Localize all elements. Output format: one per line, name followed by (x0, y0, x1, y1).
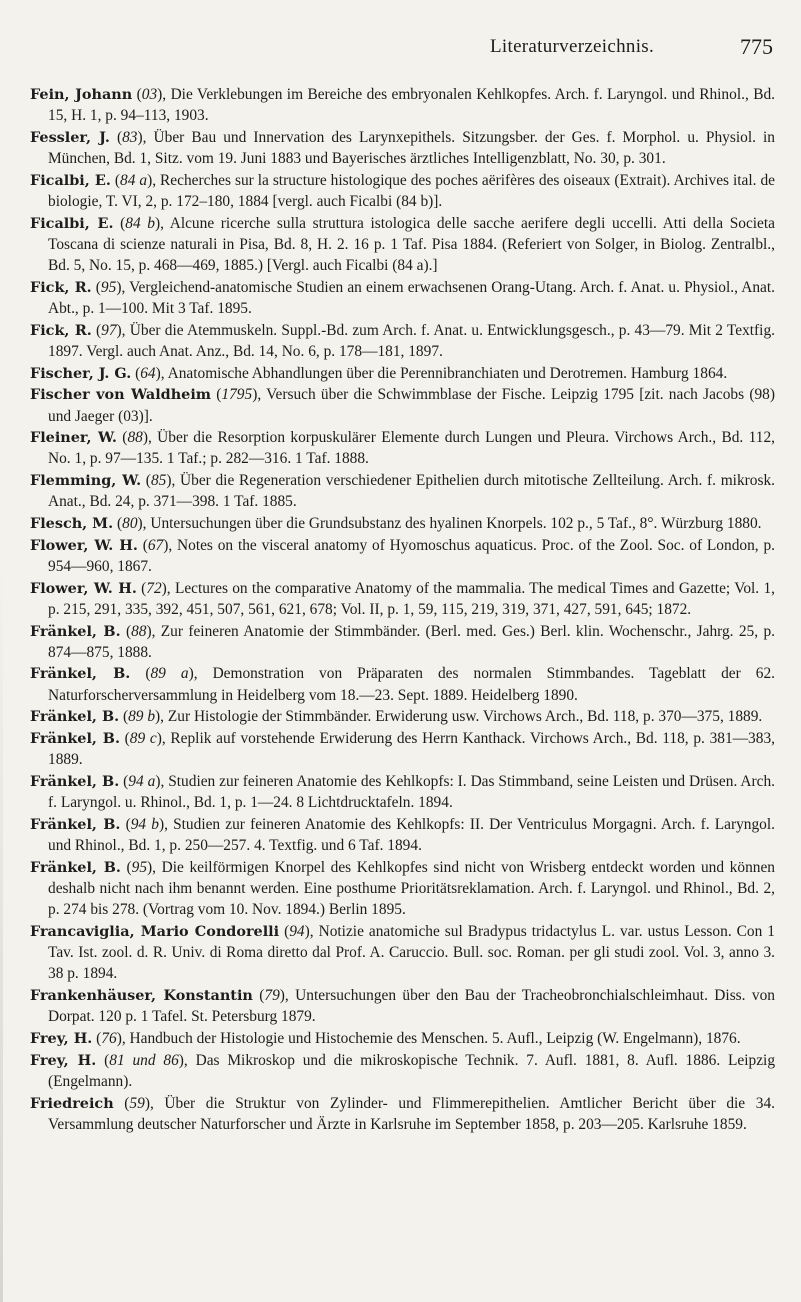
entry-author: Fessler, J. (30, 128, 110, 146)
bibliography-entry: Fränkel, B. (89 b), Zur Histologie der Stimmbänder. Erwiderung usw. Virchows Arch., Bd. 118, p. 370—375, 1889. (30, 708, 763, 726)
bibliography-entry: Fränkel, B. (89 c), Replik auf vorstehende Erwiderung des Herrn Kanthack. Virchows Arch., Bd. 118, p. 381—383, 1889. (30, 730, 775, 769)
bibliography-entry: Fränkel, B. (94 b), Studien zur feineren Anatomie des Kehlkopfs: II. Der Ventriculus Morgagni. Arch. f. Laryngol. und Rhinol., Bd. 1, p. 250—257. 4. Textfig. und 6 Taf. 1894. (30, 815, 775, 855)
entry-text: Studien zur feineren Anatomie des Kehlkopfs: I. Das Stimmband, seine Leisten und Drüsen. Arch. f. Laryngol. u. Rhinol., Bd. 1, p. 1—24. 8 Lichtdrucktafeln. 1894. (48, 773, 775, 812)
entry-author: Fränkel, B. (30, 815, 121, 833)
bibliography-list (30, 84, 775, 1135)
entry-text: Über Bau und Innervation des Larynxepithels. Sitzungsber. der Ges. f. Morphol. u. Physiol. in München, Bd. 1, Sitz. vom 19. Juni 1883 und Bayerisches ärztliches Intelligenzblatt, No. 30, p. 301. (48, 128, 775, 168)
entry-ref-year: 83 (122, 128, 138, 146)
entry-author: Ficalbi, E. (30, 214, 114, 232)
entry-author: Fränkel, B. (30, 773, 120, 790)
entry-ref-year: 1795 (221, 386, 253, 404)
entry-ref-year: 84 b (125, 214, 155, 232)
entry-author: Fränkel, B. (30, 622, 121, 640)
entry-author: Frankenhäuser, Konstantin (30, 987, 253, 1005)
bibliography-entry: Fein, Johann (03), Die Verklebungen im Bereiche des embryonalen Kehlkopfes. Arch. f. Laryngol. und Rhinol., Bd. 15, H. 1, p. 94–113, 1903. (30, 86, 776, 125)
entry-ref-year: 80 (122, 515, 138, 533)
entry-text: Über die Struktur von Zylinder- und Flimmerepithelien. Amtlicher Bericht über die 34. Versammlung deutscher Naturforscher und Ärzte in Karlsruhe im September 1858, p. 203—205. Karlsruhe 1859. (48, 1094, 775, 1133)
page-number: 775 (740, 34, 773, 59)
entry-author: Fränkel, B. (30, 665, 131, 683)
entry-text: Studien zur feineren Anatomie des Kehlkopfs: II. Der Ventriculus Morgagni. Arch. f. Laryngol. und Rhinol., Bd. 1, p. 250—257. 4. Textfig. und 6 Taf. 1894. (48, 815, 775, 855)
entry-author: Ficalbi, E. (30, 171, 111, 189)
entry-author: Francaviglia, Mario Condorelli (30, 922, 280, 940)
entry-author: Fick, R. (30, 321, 92, 339)
bibliography-entry: Fränkel, B. (94 a), Studien zur feineren Anatomie des Kehlkopfs: I. Das Stimmband, seine Leisten und Drüsen. Arch. f. Laryngol. u. Rhinol., Bd. 1, p. 1—24. 8 Lichtdrucktafeln. 1894. (30, 773, 775, 812)
bibliography-entry: Fränkel, B. (89 a), Demonstration von Präparaten des normalen Stimmbandes. Tageblatt der 62. Naturforscherversammlung in Heidelberg vom 18.—23. Sept. 1889. Heidelberg 1890. (30, 665, 775, 704)
entry-ref-year: 88 (127, 429, 143, 447)
bibliography-entry: Ficalbi, E. (84 a), Recherches sur la structure histologique des poches aërifères des oiseaux (Extrait). Archives ital. de biologie, T. VI, 2, p. 172–180, 1884 [vergl. auch Ficalbi (84 b)]. (30, 171, 776, 211)
entry-author: Flower, W. H. (30, 579, 137, 597)
entry-ref-year: 67 (147, 536, 164, 554)
entry-ref-year: 89 c (129, 730, 157, 748)
bibliography-entry: Friedreich (59), Über die Struktur von Zylinder- und Flimmerepithelien. Amtlicher Bericht über die 34. Versammlung deutscher Naturforscher und Ärzte in Karlsruhe im September 1858, p. 203—205. Karlsruhe 1859. (30, 1094, 775, 1133)
entry-author: Flower, W. H. (30, 536, 138, 554)
entry-ref-year: 79 (264, 987, 280, 1005)
bibliography-entry: Fick, R. (95), Vergleichend-anatomische Studien an einem erwachsenen Orang-Utang. Arch. f. Anat. u. Physiol., Anat. Abt., p. 1—100. Mit 3 Taf. 1895. (30, 278, 775, 318)
entry-author: Fränkel, B. (30, 730, 120, 748)
entry-author: Fränkel, B. (30, 858, 121, 876)
bibliography-entry: Fischer von Waldheim (1795), Versuch über die Schwimmblase der Fische. Leipzig 1795 [zit. nach Jacobs (98) und Jaeger (03)]. (30, 386, 775, 425)
bibliography-entry: Fränkel, B. (88), Zur feineren Anatomie der Stimmbänder. (Berl. med. Ges.) Berl. klin. Wochenschr., Jahrg. 25, p. 874—875, 1888. (30, 622, 775, 661)
entry-ref-year: 76 (101, 1029, 117, 1047)
bibliography-entry: Flower, W. H. (67), Notes on the visceral anatomy of Hyomoschus aquaticus. Proc. of the Zool. Soc. of London, p. 954—960, 1867. (30, 536, 775, 575)
entry-ref-year: 88 (131, 622, 147, 640)
entry-ref-year: 59 (129, 1094, 145, 1112)
entry-ref-year: 94 (289, 922, 305, 940)
running-title: Literaturverzeichnis. (490, 36, 655, 57)
entry-text: Über die Resorption korpuskulärer Elemente durch Lungen und Pleura. Virchows Arch., Bd. 112, No. 1, p. 97—135. 1 Taf.; p. 282—316. 1 Taf. 1888. (48, 429, 775, 468)
entry-ref-year: 95 (131, 858, 148, 876)
entry-text: Versuch über die Schwimmblase der Fische. Leipzig 1795 [zit. nach Jacobs (98) und Jaeger (03)]. (48, 386, 775, 425)
entry-ref-year: 72 (146, 579, 162, 597)
entry-ref-year: 97 (101, 321, 117, 339)
entry-text: Notes on the visceral anatomy of Hyomoschus aquaticus. Proc. of the Zool. Soc. of London, p. 954—960, 1867. (48, 536, 775, 575)
entry-text: Notizie anatomiche sul Bradypus tridactylus L. var. ustus Lesson. Con 1 Tav. Ist. zool. d. R. Univ. di Roma diretto dal Prof. A. Caruccio. Bull. soc. Roman. per gli studi zool. Vol. 3, anno 3. 38 p. 1894. (48, 922, 775, 983)
scan-edge-shadow (0, 560, 3, 1302)
entry-author: Fein, Johann (30, 86, 133, 103)
bibliography-entry: Francaviglia, Mario Condorelli (94), Notizie anatomiche sul Bradypus tridactylus L. var. ustus Lesson. Con 1 Tav. Ist. zool. d. R. Univ. di Roma diretto dal Prof. A. Caruccio. Bull. soc. Roman. per gli studi zool. Vol. 3, anno 3. 38 p. 1894. (30, 922, 775, 983)
entry-author: Frey, H. (30, 1051, 97, 1069)
bibliography-entry: Flemming, W. (85), Über die Regeneration verschiedener Epithelien durch mitotische Zellteilung. Arch. f. mikrosk. Anat., Bd. 24, p. 371—398. 1 Taf. 1885. (30, 472, 775, 511)
entry-author: Friedreich (30, 1094, 114, 1112)
bibliography-entry: Fessler, J. (83), Über Bau und Innervation des Larynxepithels. Sitzungsber. der Ges. f. Morphol. u. Physiol. in München, Bd. 1, Sitz. vom 19. Juni 1883 und Bayerisches ärztliches Intelligenzblatt, No. 30, p. 301. (30, 128, 775, 168)
entry-text: Die Verklebungen im Bereiche des embryonalen Kehlkopfes. Arch. f. Laryngol. und Rhinol., Bd. 15, H. 1, p. 94–113, 1903. (48, 86, 776, 125)
entry-text: Vergleichend-anatomische Studien an einem erwachsenen Orang-Utang. Arch. f. Anat. u. Physiol., Anat. Abt., p. 1—100. Mit 3 Taf. 1895. (48, 278, 775, 318)
bibliography-entry: Frey, H. (81 und 86), Das Mikroskop und die mikroskopische Technik. 7. Aufl. 1881, 8. Aufl. 1886. Leipzig (Engelmann). (30, 1051, 776, 1090)
entry-author: Fränkel, B. (30, 708, 120, 726)
entry-text: Alcune ricerche sulla struttura istologica delle sacche aerifere degli uccelli. Atti della Societa Toscana di scienze naturali in Pisa, Bd. 8, H. 2. 16 p. 1 Taf. Pisa 1884. (Referiert von Solger, in Biolog. Zentralbl., Bd. 5, No. 15, p. 468—469, 1885.) [Vergl. auch Ficalbi (84 a).] (48, 214, 775, 275)
bibliography-entry: Fränkel, B. (95), Die keilförmigen Knorpel des Kehlkopfes sind nicht von Wrisberg entdeckt worden und können deshalb nicht nach ihm benannt werden. Eine posthume Prioritätsreklamation. Arch. f. Laryngol. und Rhinol., Bd. 2, p. 274 bis 278. (Vortrag vom 10. Nov. 1894.) Berlin 1895. (30, 858, 775, 919)
bibliography-entry: Fick, R. (97), Über die Atemmuskeln. Suppl.-Bd. zum Arch. f. Anat. u. Entwicklungsgesch., p. 43—79. Mit 2 Textfig. 1897. Vergl. auch Anat. Anz., Bd. 14, No. 6, p. 178—181, 1897. (30, 321, 776, 360)
entry-author: Fischer von Waldheim (30, 386, 212, 404)
entry-author: Frey, H. (30, 1029, 93, 1047)
entry-ref-year: 64 (140, 364, 156, 382)
entry-text: Die keilförmigen Knorpel des Kehlkopfes sind nicht von Wrisberg entdeckt worden und können deshalb nicht nach ihm benannt werden. Eine posthume Prioritätsreklamation. Arch. f. Laryngol. und Rhinol., Bd. 2, p. 274 bis 278. (Vortrag vom 10. Nov. 1894.) Berlin 1895. (48, 858, 775, 919)
bibliography-entry: Flower, W. H. (72), Lectures on the comparative Anatomy of the mammalia. The medical Times and Gazette; Vol. 1, p. 215, 291, 335, 392, 451, 507, 561, 621, 678; Vol. II, p. 1, 59, 115, 219, 319, 371, 427, 591, 645; 1872. (30, 579, 775, 618)
bibliography-entry: Frankenhäuser, Konstantin (79), Untersuchungen über den Bau der Tracheobronchialschleimhaut. Diss. von Dorpat. 120 p. 1 Tafel. St. Petersburg 1879. (30, 987, 775, 1026)
entry-text: Recherches sur la structure histologique des poches aërifères des oiseaux (Extrait). Archives ital. de biologie, T. VI, 2, p. 172–180, 1884 [vergl. auch Ficalbi (84 b)]. (48, 171, 776, 211)
entry-author: Flesch, M. (30, 515, 114, 533)
entry-ref-year: 95 (100, 278, 117, 296)
entry-text: Über die Regeneration verschiedener Epithelien durch mitotische Zellteilung. Arch. f. mikrosk. Anat., Bd. 24, p. 371—398. 1 Taf. 1885. (48, 472, 775, 511)
entry-ref-year: 03 (141, 86, 158, 103)
entry-text: Zur Histologie der Stimmbänder. Erwiderung usw. Virchows Arch., Bd. 118, p. 370—375, 1889. (167, 708, 763, 726)
entry-text: Über die Atemmuskeln. Suppl.-Bd. zum Arch. f. Anat. u. Entwicklungsgesch., p. 43—79. Mit 2 Textfig. 1897. Vergl. auch Anat. Anz., Bd. 14, No. 6, p. 178—181, 1897. (48, 321, 776, 360)
entry-ref-year: 85 (150, 472, 167, 490)
entry-text: Lectures on the comparative Anatomy of the mammalia. The medical Times and Gazette; Vol. 1, p. 215, 291, 335, 392, 451, 507, 561, 621, 678; Vol. II, p. 1, 59, 115, 219, 319, 371, 427, 591, 645; 1872. (48, 579, 775, 618)
entry-ref-year: 89 a (150, 665, 189, 683)
bibliography-entry: Frey, H. (76), Handbuch der Histologie und Histochemie des Menschen. 5. Aufl., Leipzig (W. Engelmann), 1876. (30, 1029, 741, 1047)
entry-text: Replik auf vorstehende Erwiderung des Herrn Kanthack. Virchows Arch., Bd. 118, p. 381—383, 1889. (48, 730, 775, 769)
page-header (60, 36, 773, 64)
entry-text: Untersuchungen über die Grundsubstanz des hyalinen Knorpels. 102 p., 5 Taf., 8°. Würzburg 1880. (150, 515, 762, 533)
entry-ref-year: 84 a (120, 171, 148, 189)
entry-text: Untersuchungen über den Bau der Tracheobronchialschleimhaut. Diss. von Dorpat. 120 p. 1 Tafel. St. Petersburg 1879. (48, 987, 775, 1026)
entry-ref-year: 81 und 86 (109, 1051, 179, 1069)
entry-ref-year: 89 b (128, 708, 156, 726)
entry-author: Fleiner, W. (30, 429, 117, 447)
bibliography-entry: Ficalbi, E. (84 b), Alcune ricerche sulla struttura istologica delle sacche aerifere degli uccelli. Atti della Societa Toscana di scienze naturali in Pisa, Bd. 8, H. 2. 16 p. 1 Taf. Pisa 1884. (Referiert von Solger, in Biolog. Zentralbl., Bd. 5, No. 15, p. 468—469, 1885.) [Vergl. auch Ficalbi (84 a).] (30, 214, 775, 275)
entry-author: Fick, R. (30, 278, 92, 296)
entry-text: Handbuch der Histologie und Histochemie des Menschen. 5. Aufl., Leipzig (W. Engelmann), 1876. (129, 1029, 741, 1047)
entry-text: Demonstration von Präparaten des normalen Stimmbandes. Tageblatt der 62. Naturforscherversammlung in Heidelberg vom 18.—23. Sept. 1889. Heidelberg 1890. (48, 665, 775, 704)
entry-text: Anatomische Abhandlungen über die Perennibranchiaten und Derotremen. Hamburg 1864. (167, 364, 728, 382)
entry-author: Flemming, W. (30, 472, 142, 490)
entry-text: Zur feineren Anatomie der Stimmbänder. (Berl. med. Ges.) Berl. klin. Wochenschr., Jahrg. 25, p. 874—875, 1888. (48, 622, 775, 661)
entry-author: Fischer, J. G. (30, 364, 132, 382)
entry-ref-year: 94 b (130, 815, 159, 833)
entry-text: Das Mikroskop und die mikroskopische Technik. 7. Aufl. 1881, 8. Aufl. 1886. Leipzig (Engelmann). (48, 1051, 776, 1090)
bibliography-entry: Fleiner, W. (88), Über die Resorption korpuskulärer Elemente durch Lungen und Pleura. Virchows Arch., Bd. 112, No. 1, p. 97—135. 1 Taf.; p. 282—316. 1 Taf. 1888. (30, 429, 775, 468)
bibliography-entry: Fischer, J. G. (64), Anatomische Abhandlungen über die Perennibranchiaten und Derotremen. Hamburg 1864. (30, 364, 728, 382)
entry-ref-year: 94 a (128, 773, 156, 790)
bibliography-entry: Flesch, M. (80), Untersuchungen über die Grundsubstanz des hyalinen Knorpels. 102 p., 5 Taf., 8°. Würzburg 1880. (30, 515, 762, 533)
